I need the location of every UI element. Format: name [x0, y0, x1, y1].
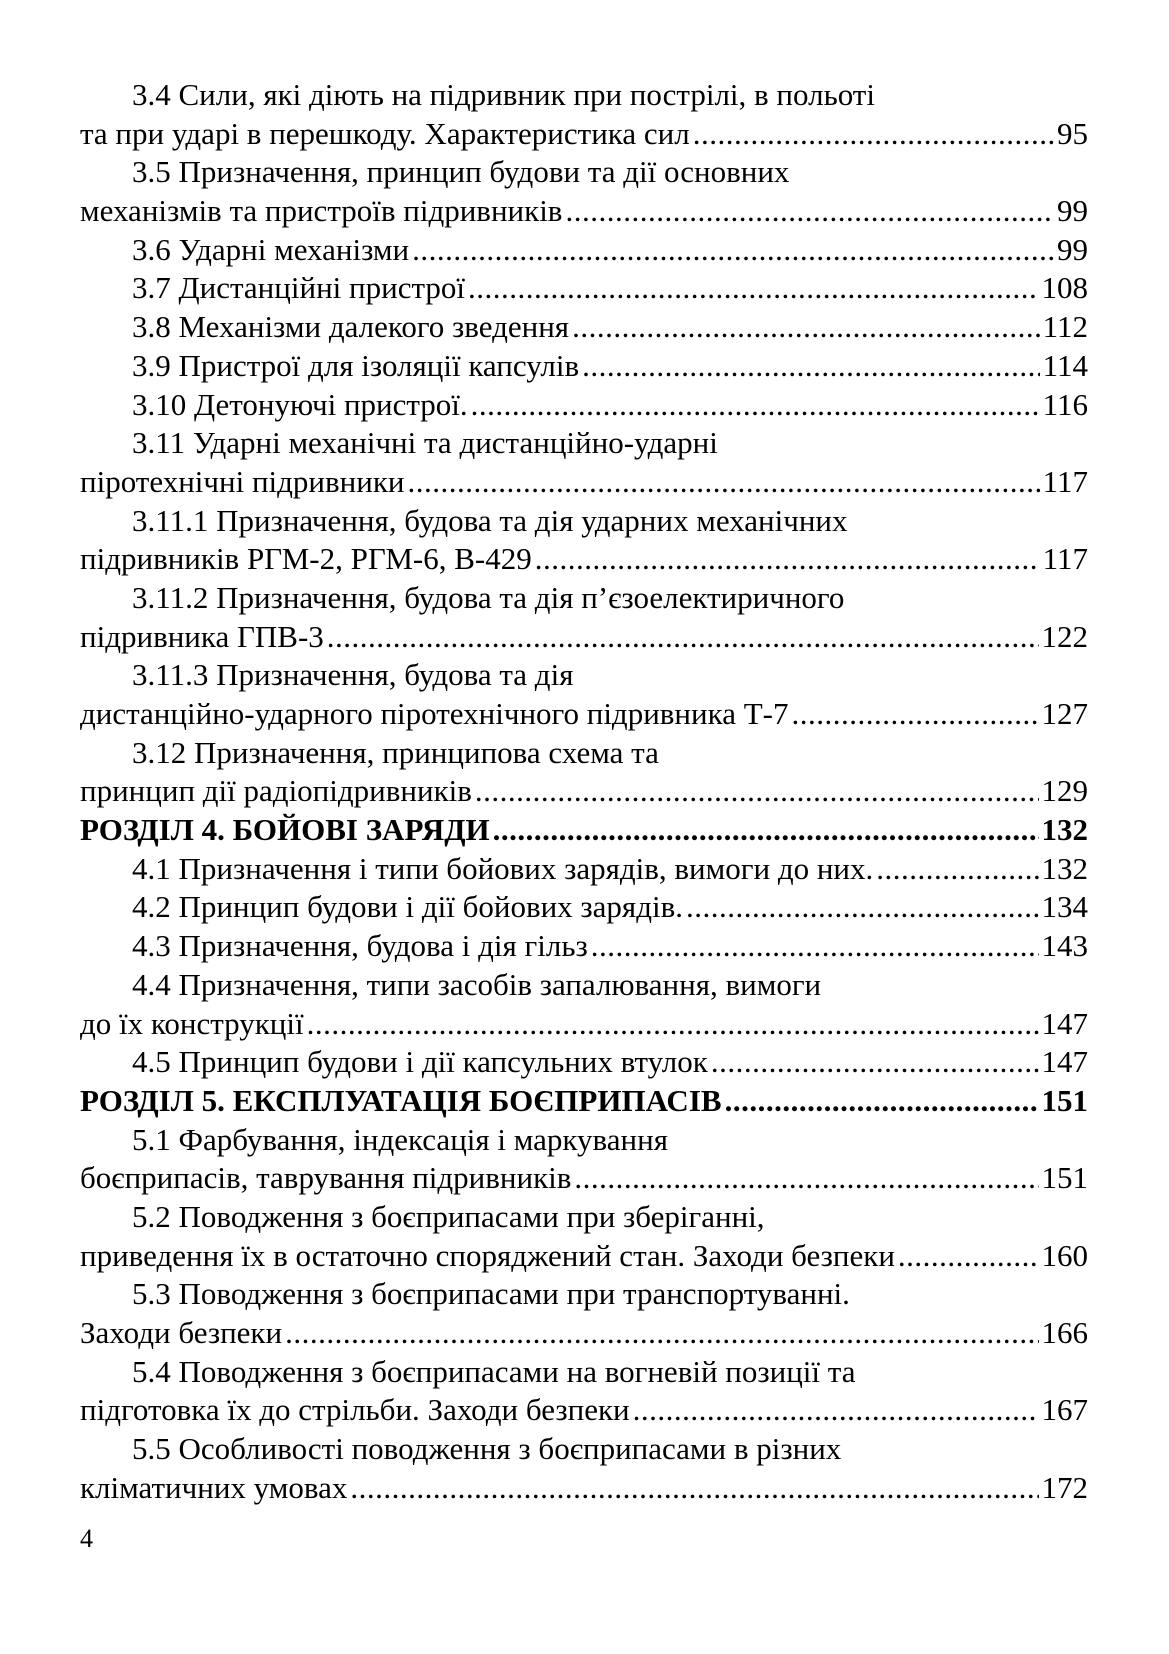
toc-entry-text: РОЗДІЛ 4. БОЙОВІ ЗАРЯДИ [80, 812, 490, 848]
toc-entry-text: 3.4 Сили, які діють на підривник при пострілі, в польоті [132, 77, 875, 112]
toc-line [80, 772, 1088, 811]
toc-entry-text: боєприпасів, таврування підривників [80, 1160, 572, 1196]
dot-leader [307, 1005, 1039, 1044]
toc-line [80, 463, 1088, 502]
toc-entry-text: принцип дії радіопідривників [80, 773, 472, 809]
toc-entry-text: підривників РГМ-2, РГМ-6, В-429 [80, 541, 532, 577]
toc-line [80, 115, 1088, 154]
toc-entry-page: 117 [1042, 463, 1088, 499]
toc-line [80, 153, 1088, 192]
dot-leader [350, 1469, 1038, 1508]
dot-leader [711, 1043, 1039, 1082]
toc-entry-page: 147 [1041, 1005, 1088, 1041]
toc-entry-page: 122 [1041, 618, 1088, 654]
toc-entry-text: до їх конструкції [80, 1005, 304, 1041]
toc-entry-page: 116 [1042, 386, 1088, 422]
toc-entry-page: 132 [1041, 850, 1088, 886]
toc-line [80, 850, 1088, 889]
dot-leader [285, 1314, 1038, 1353]
toc-entry-page: 160 [1041, 1237, 1088, 1273]
toc-entry-text: кліматичних умовах [80, 1469, 348, 1505]
dot-leader [693, 115, 1054, 154]
toc-entry-text: 3.6 Ударні механізми [132, 231, 410, 267]
dot-leader [535, 540, 1040, 579]
toc-entry-text: 5.3 Поводження з боєприпасами при транспортуванні. [132, 1276, 850, 1312]
toc-entry-text: та при ударі в перешкоду. Характеристика сил [80, 115, 690, 151]
toc-line [80, 502, 1088, 541]
toc-entry-text: 3.9 Пристрої для ізоляції капсулів [132, 347, 580, 383]
toc-line [80, 1082, 1088, 1121]
dot-leader [412, 231, 1054, 270]
toc-entry-text: механізмів та пристроїв підривників [80, 193, 563, 229]
toc-line [80, 1121, 1088, 1160]
dot-leader [471, 386, 1040, 425]
dot-leader [475, 772, 1039, 811]
dot-leader [582, 347, 1040, 386]
toc-line [80, 618, 1088, 657]
toc-entry-page: 147 [1041, 1044, 1088, 1080]
toc-entry-text: Заходи безпеки [80, 1315, 283, 1350]
toc-line [80, 192, 1088, 231]
toc-entry-page: 151 [1041, 1082, 1088, 1118]
toc-entry-text: дистанційно-ударного піротехнічного підривника Т-7 [80, 696, 789, 731]
toc-entry-text: РОЗДІЛ 5. ЕКСПЛУАТАЦІЯ БОЄПРИПАСІВ [80, 1082, 722, 1118]
toc-entry-text: 5.2 Поводження з боєприпасами при зберіганні, [132, 1198, 765, 1234]
toc-entry-text: 4.3 Призначення, будова і дія гільз [132, 928, 588, 964]
toc-line [80, 1469, 1088, 1508]
toc-line [80, 966, 1088, 1005]
toc-line [80, 1198, 1088, 1237]
toc-line [80, 656, 1088, 695]
toc-entry-page: 132 [1041, 812, 1088, 848]
toc-entry-text: 3.12 Призначення, принципова схема та [132, 734, 659, 770]
toc-entry-text: 3.8 Механізми далекого зведення [132, 309, 570, 345]
toc-entry-page: 127 [1041, 696, 1088, 731]
toc-entry-text: 4.1 Призначення і типи бойових зарядів, вимоги до них. [132, 850, 874, 886]
toc-entry-text: 3.10 Детонуючі пристрої. [132, 386, 468, 422]
toc-entry-text: приведення їх в остаточно споряджений стан. Заходи безпеки [80, 1237, 895, 1273]
dot-leader [565, 192, 1054, 231]
toc-entry-text: 3.11 Ударні механічні та дистанційно-ударні [132, 425, 718, 461]
toc-line [80, 231, 1088, 270]
toc-entry-page: 172 [1041, 1469, 1088, 1505]
toc-entry-text: 3.11.2 Призначення, будова та дія п’єзоелектиричного [132, 579, 845, 615]
toc-entry-text: 4.5 Принцип будови і дії капсульних втулок [132, 1044, 708, 1080]
toc-entry-page: 143 [1041, 928, 1088, 964]
toc-entry-page: 117 [1042, 541, 1088, 577]
toc-line [80, 927, 1088, 966]
toc-entry-text: 3.11.3 Призначення, будова та дія [132, 657, 574, 693]
toc-entry-page: 151 [1041, 1160, 1088, 1196]
toc-entry-text: 3.7 Дистанційні пристрої [132, 270, 465, 306]
toc-line [80, 1159, 1088, 1198]
toc-line [80, 811, 1088, 850]
dot-leader [633, 1391, 1039, 1430]
toc-line [80, 76, 1088, 115]
toc-line [80, 308, 1088, 347]
toc-line [80, 734, 1088, 773]
toc-entry-text: 3.11.1 Призначення, будова та дія ударних механічних [132, 502, 848, 538]
toc-entry-page: 99 [1057, 193, 1088, 229]
dot-leader [493, 811, 1039, 850]
toc-entry-text: піротехнічні підривники [80, 463, 405, 499]
toc-entry-page: 134 [1041, 889, 1088, 925]
toc-line [80, 1314, 1088, 1353]
toc-line [80, 1237, 1088, 1276]
dot-leader [327, 618, 1039, 657]
toc-line [80, 1391, 1088, 1430]
toc-line [80, 386, 1088, 425]
toc-line [80, 540, 1088, 579]
toc-entry-page: 166 [1041, 1315, 1088, 1350]
dot-leader [791, 695, 1038, 734]
toc-entry-page: 108 [1041, 270, 1088, 306]
toc-entry-text: підготовка їх до стрільби. Заходи безпеки [80, 1392, 630, 1428]
toc-entry-text: 4.4 Призначення, типи засобів запалювання, вимоги [132, 966, 822, 1002]
dot-leader [468, 269, 1039, 308]
dot-leader [725, 1082, 1039, 1121]
toc-entry-page: 167 [1041, 1392, 1088, 1428]
toc-entry-text: 5.5 Особливості поводження з боєприпасами в різних [132, 1431, 842, 1467]
toc-entry-page: 95 [1057, 115, 1088, 151]
dot-leader [591, 927, 1039, 966]
toc-line [80, 579, 1088, 618]
toc-entry-text: підривника ГПВ-3 [80, 618, 324, 654]
toc-entry-page: 112 [1042, 309, 1088, 345]
toc-line [80, 269, 1088, 308]
toc-line [80, 1275, 1088, 1314]
toc-entry-page: 129 [1041, 773, 1088, 809]
toc-line [80, 888, 1088, 927]
dot-leader [686, 888, 1039, 927]
toc-line [80, 1430, 1088, 1469]
dot-leader [574, 1159, 1038, 1198]
toc-line [80, 424, 1088, 463]
toc-entry-text: 5.1 Фарбування, індексація і маркування [132, 1121, 668, 1157]
dot-leader [898, 1237, 1039, 1276]
table-of-contents [80, 76, 1088, 1507]
toc-entry-page: 114 [1042, 347, 1088, 383]
page-number: 4 [80, 1524, 93, 1553]
toc-line [80, 347, 1088, 386]
toc-line [80, 1353, 1088, 1392]
toc-entry-text: 4.2 Принцип будови і дії бойових зарядів. [132, 889, 683, 925]
dot-leader [407, 463, 1039, 502]
toc-line [80, 1005, 1088, 1044]
toc-line [80, 1043, 1088, 1082]
dot-leader [876, 850, 1038, 889]
toc-entry-text: 3.5 Призначення, принцип будови та дії основних [132, 154, 790, 190]
toc-entry-text: 5.4 Поводження з боєприпасами на вогневій позиції та [132, 1353, 856, 1389]
toc-line [80, 695, 1088, 734]
toc-entry-page: 99 [1057, 231, 1088, 267]
dot-leader [572, 308, 1040, 347]
